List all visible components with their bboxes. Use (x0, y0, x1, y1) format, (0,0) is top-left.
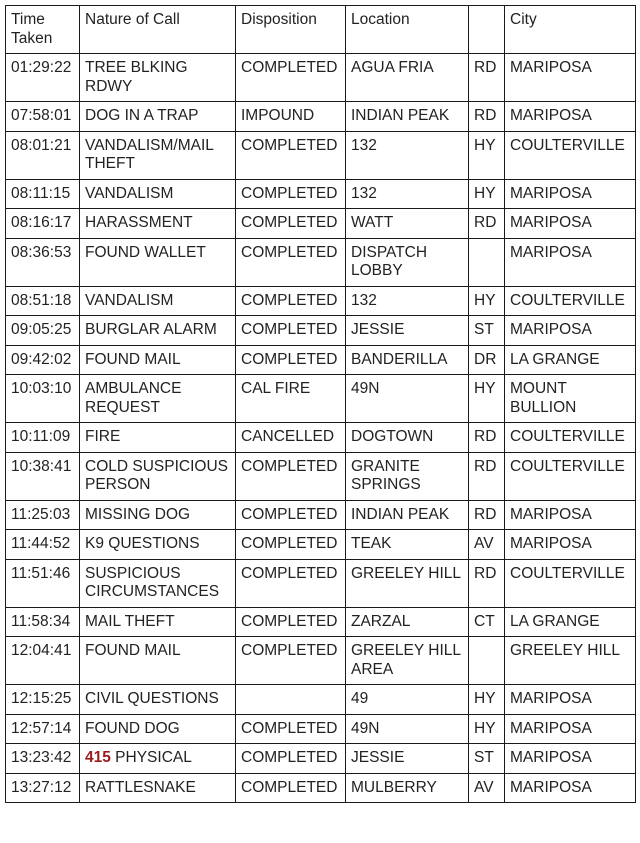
table-row (6, 209, 636, 239)
cell-location: 132 (346, 131, 469, 179)
cell-time: 10:38:41 (6, 452, 80, 500)
cell-city: COULTERVILLE (505, 559, 636, 607)
cell-nature (80, 316, 236, 346)
cell-time: 07:58:01 (6, 102, 80, 132)
table-row (6, 286, 636, 316)
cell-location: 132 (346, 286, 469, 316)
cell-disposition: COMPLETED (236, 714, 346, 744)
cell-time: 11:51:46 (6, 559, 80, 607)
table-row (6, 637, 636, 685)
header-time: Time Taken (6, 6, 80, 54)
table-row (6, 316, 636, 346)
cell-time: 13:27:12 (6, 773, 80, 803)
cell-nature (80, 209, 236, 239)
cell-disposition: COMPLETED (236, 607, 346, 637)
nature-text: MAIL THEFT (85, 612, 175, 630)
cell-nature (80, 744, 236, 774)
nature-text: BURGLAR ALARM (85, 321, 217, 338)
cell-location: AGUA FRIA (346, 54, 469, 102)
nature-text: COLD SUSPICIOUS PERSON (85, 457, 228, 493)
cell-time: 09:42:02 (6, 345, 80, 375)
cell-nature (80, 607, 236, 637)
cell-location: TEAK (346, 530, 469, 560)
nature-text: TREE BLKING RDWY (85, 59, 188, 95)
cell-location: JESSIE (346, 316, 469, 346)
cell-nature (80, 54, 236, 102)
cell-location: WATT (346, 209, 469, 239)
cell-suffix: RD (469, 452, 505, 500)
nature-text: SUSPICIOUS CIRCUMSTANCES (85, 564, 220, 600)
cell-suffix: HY (469, 685, 505, 715)
cell-time: 11:25:03 (6, 500, 80, 530)
cell-time: 08:51:18 (6, 286, 80, 316)
cell-location: 49N (346, 714, 469, 744)
nature-text: HARASSMENT (85, 214, 193, 231)
cell-location: INDIAN PEAK (346, 102, 469, 132)
nature-text: RATTLESNAKE (85, 778, 196, 796)
cell-location: JESSIE (346, 744, 469, 774)
cell-suffix: AV (469, 773, 505, 803)
cell-nature (80, 559, 236, 607)
table-row (6, 744, 636, 774)
cell-suffix (469, 637, 505, 685)
cell-time: 08:01:21 (6, 131, 80, 179)
cell-disposition: COMPLETED (236, 286, 346, 316)
table-row (6, 131, 636, 179)
table-row (6, 179, 636, 209)
cell-location: GREELEY HILL (346, 559, 469, 607)
cell-nature (80, 685, 236, 715)
cell-nature (80, 500, 236, 530)
cell-suffix: RD (469, 102, 505, 132)
table-row (6, 500, 636, 530)
cell-nature (80, 179, 236, 209)
nature-text: CIVIL QUESTIONS (85, 690, 219, 707)
cell-location: INDIAN PEAK (346, 500, 469, 530)
header-nature: Nature of Call (80, 6, 236, 54)
cell-suffix: HY (469, 131, 505, 179)
cell-location: ZARZAL (346, 607, 469, 637)
nature-text: FOUND WALLET (85, 243, 206, 261)
cell-nature (80, 286, 236, 316)
table-row (6, 375, 636, 423)
cell-disposition: COMPLETED (236, 530, 346, 560)
cell-nature (80, 530, 236, 560)
cell-time: 08:16:17 (6, 209, 80, 239)
cell-suffix: RD (469, 209, 505, 239)
cell-suffix: RD (469, 54, 505, 102)
cell-city: MARIPOSA (505, 773, 636, 803)
nature-text: VANDALISM (85, 184, 174, 202)
cell-city: COULTERVILLE (505, 131, 636, 179)
cell-nature (80, 637, 236, 685)
cell-nature (80, 345, 236, 375)
cell-disposition: CAL FIRE (236, 375, 346, 423)
cell-disposition: COMPLETED (236, 345, 346, 375)
cell-nature (80, 773, 236, 803)
cell-time: 01:29:22 (6, 54, 80, 102)
cell-city: MARIPOSA (505, 500, 636, 530)
cell-location: 49 (346, 685, 469, 715)
cell-suffix: RD (469, 559, 505, 607)
table-row (6, 685, 636, 715)
cell-disposition: COMPLETED (236, 559, 346, 607)
table-header-row (6, 6, 636, 54)
table-row (6, 238, 636, 286)
cell-time: 12:15:25 (6, 685, 80, 715)
cell-suffix: RD (469, 423, 505, 453)
cell-time: 12:04:41 (6, 637, 80, 685)
cell-suffix: DR (469, 345, 505, 375)
cell-city: MARIPOSA (505, 102, 636, 132)
cell-disposition: COMPLETED (236, 131, 346, 179)
cell-disposition: COMPLETED (236, 54, 346, 102)
cell-city: MARIPOSA (505, 744, 636, 774)
cell-location: 132 (346, 179, 469, 209)
cell-location: GRANITE SPRINGS (346, 452, 469, 500)
cell-suffix: HY (469, 714, 505, 744)
cell-time: 08:11:15 (6, 179, 80, 209)
cell-suffix (469, 238, 505, 286)
cell-nature (80, 238, 236, 286)
nature-text: FOUND MAIL (85, 642, 181, 659)
cell-nature (80, 131, 236, 179)
cell-location: BANDERILLA (346, 345, 469, 375)
table-row (6, 559, 636, 607)
nature-text: FOUND DOG (85, 719, 180, 737)
header-disposition: Disposition (236, 6, 346, 54)
cell-suffix: CT (469, 607, 505, 637)
nature-text: AMBULANCE REQUEST (85, 380, 182, 416)
cell-nature (80, 375, 236, 423)
cell-city: MOUNT BULLION (505, 375, 636, 423)
cell-disposition: COMPLETED (236, 744, 346, 774)
nature-text: FIRE (85, 428, 121, 445)
cell-location: GREELEY HILL AREA (346, 637, 469, 685)
table-row (6, 714, 636, 744)
table-row (6, 423, 636, 453)
cell-disposition: COMPLETED (236, 500, 346, 530)
cell-city: MARIPOSA (505, 714, 636, 744)
cell-disposition: COMPLETED (236, 637, 346, 685)
nature-text: VANDALISM (85, 291, 174, 309)
call-log-table (5, 5, 636, 803)
cell-location: MULBERRY (346, 773, 469, 803)
cell-disposition: COMPLETED (236, 238, 346, 286)
cell-nature (80, 452, 236, 500)
cell-location: DISPATCH LOBBY (346, 238, 469, 286)
cell-city: MARIPOSA (505, 54, 636, 102)
cell-city: MARIPOSA (505, 685, 636, 715)
nature-text: FOUND MAIL (85, 350, 181, 368)
table-row (6, 54, 636, 102)
cell-city: COULTERVILLE (505, 423, 636, 453)
cell-suffix: ST (469, 744, 505, 774)
header-location: Location (346, 6, 469, 54)
nature-text: MISSING DOG (85, 505, 191, 523)
cell-disposition: IMPOUND (236, 102, 346, 132)
cell-suffix: HY (469, 286, 505, 316)
table-row (6, 607, 636, 637)
cell-disposition: COMPLETED (236, 452, 346, 500)
cell-city: LA GRANGE (505, 607, 636, 637)
cell-disposition (236, 685, 346, 715)
table-row (6, 773, 636, 803)
cell-disposition: COMPLETED (236, 209, 346, 239)
cell-time: 08:36:53 (6, 238, 80, 286)
cell-suffix: RD (469, 500, 505, 530)
cell-suffix: ST (469, 316, 505, 346)
cell-time: 09:05:25 (6, 316, 80, 346)
cell-nature (80, 423, 236, 453)
header-city: City (505, 6, 636, 54)
header-suffix (469, 6, 505, 54)
cell-location: DOGTOWN (346, 423, 469, 453)
cell-disposition: CANCELLED (236, 423, 346, 453)
cell-disposition: COMPLETED (236, 179, 346, 209)
cell-disposition: COMPLETED (236, 316, 346, 346)
cell-city: LA GRANGE (505, 345, 636, 375)
table-row (6, 102, 636, 132)
cell-suffix: HY (469, 179, 505, 209)
cell-time: 13:23:42 (6, 744, 80, 774)
cell-time: 10:03:10 (6, 375, 80, 423)
cell-city: MARIPOSA (505, 316, 636, 346)
cell-city: COULTERVILLE (505, 286, 636, 316)
nature-text: PHYSICAL (110, 749, 192, 766)
cell-time: 11:58:34 (6, 607, 80, 637)
nature-text: VANDALISM/MAIL THEFT (85, 136, 214, 172)
cell-time: 10:11:09 (6, 423, 80, 453)
cell-time: 12:57:14 (6, 714, 80, 744)
table-row (6, 452, 636, 500)
nature-text: K9 QUESTIONS (85, 535, 200, 552)
cell-city: COULTERVILLE (505, 452, 636, 500)
cell-time: 11:44:52 (6, 530, 80, 560)
cell-city: GREELEY HILL (505, 637, 636, 685)
cell-suffix: AV (469, 530, 505, 560)
cell-suffix: HY (469, 375, 505, 423)
cell-city: MARIPOSA (505, 209, 636, 239)
nature-text: DOG IN A TRAP (85, 107, 199, 124)
cell-location: 49N (346, 375, 469, 423)
cell-nature (80, 102, 236, 132)
cell-nature (80, 714, 236, 744)
cell-city: MARIPOSA (505, 238, 636, 286)
cell-city: MARIPOSA (505, 179, 636, 209)
cell-disposition: COMPLETED (236, 773, 346, 803)
cell-city: MARIPOSA (505, 530, 636, 560)
table-row (6, 345, 636, 375)
table-row (6, 530, 636, 560)
nature-code: 415 (85, 749, 111, 766)
